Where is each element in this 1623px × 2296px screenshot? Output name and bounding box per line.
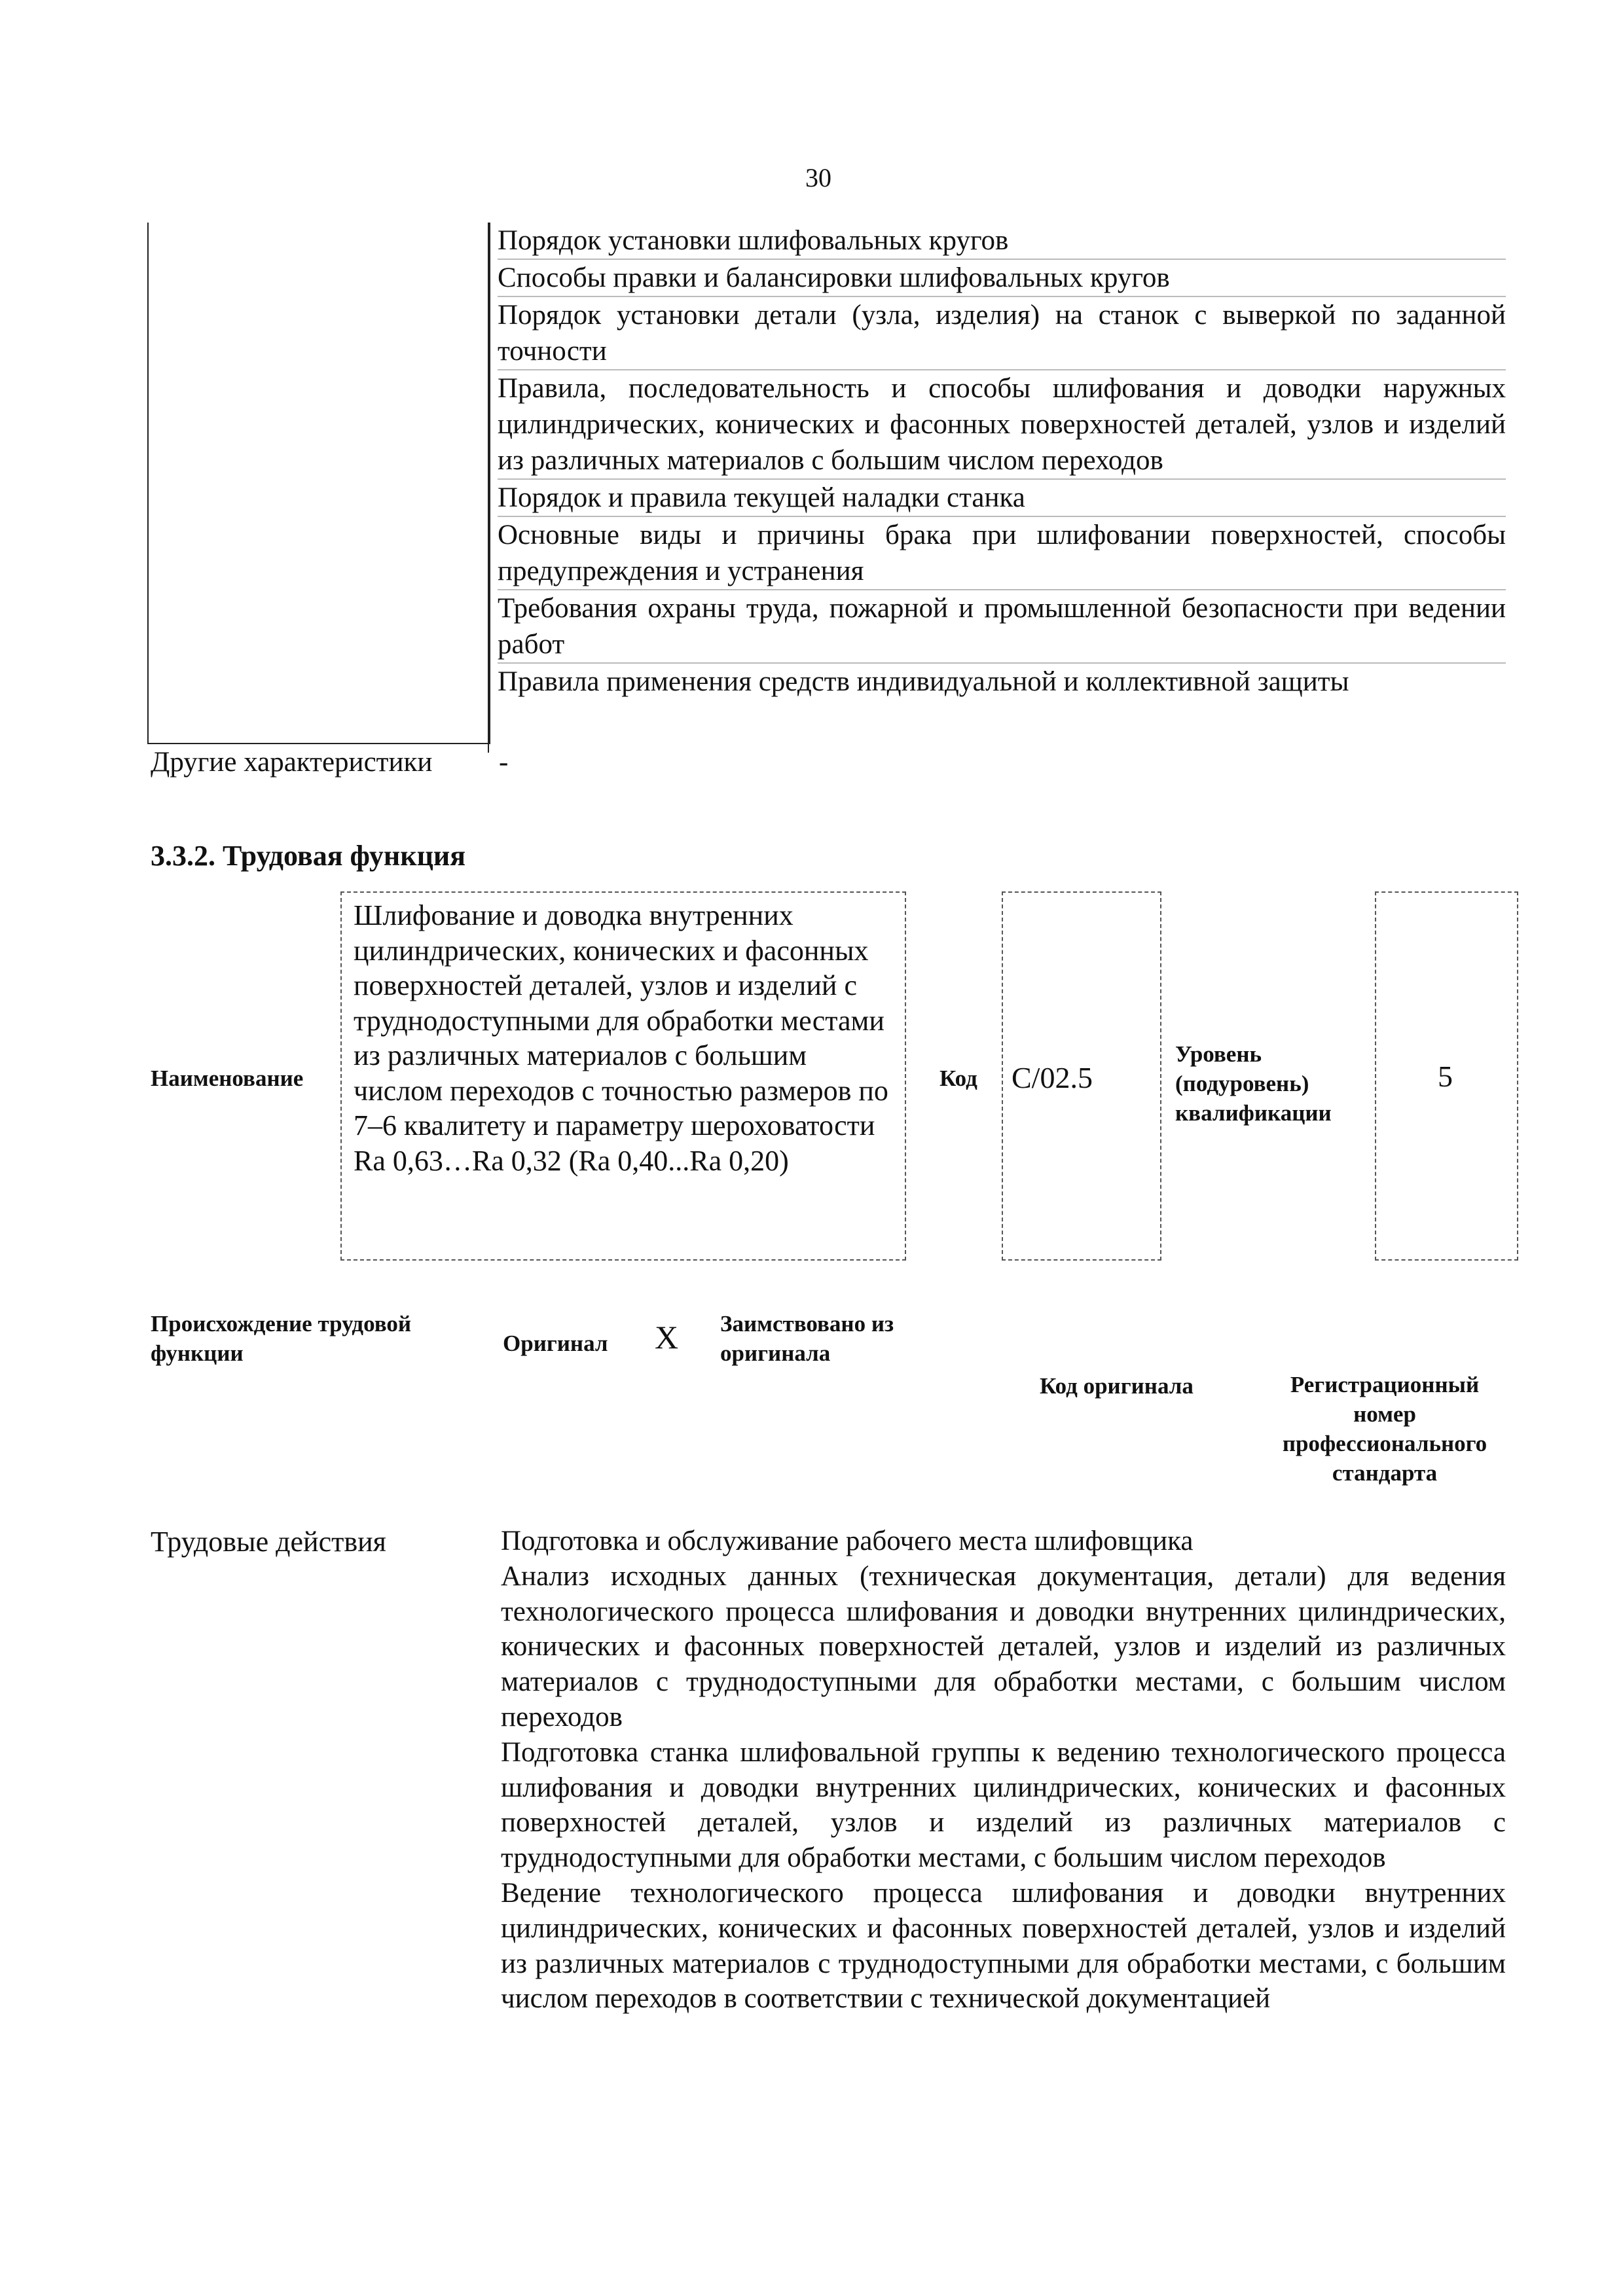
labor-action-item: Подготовка станка шлифовальной группы к ведению технологического процесса шлифования и доводки внутренних цилиндрических, конических и фасонных поверхностей деталей, узлов и изделий из различных материалов с труднодоступными для обработки местами, с большим числом переходов (501, 1736, 1506, 1874)
level-value: 5 (1438, 1060, 1453, 1093)
knowledge-item: Правила, последовательность и способы шлифования и доводки наружных цилиндрических, конических и фасонных поверхностей деталей, узлов и изделий из различных материалов с большим числом переходов (498, 370, 1506, 480)
knowledge-table-left-cell (147, 223, 490, 744)
code-value: C/02.5 (1012, 1061, 1093, 1094)
other-characteristics-label: Другие характеристики (151, 747, 433, 778)
knowledge-item: Требования охраны труда, пожарной и промышленной безопасности при ведении работ (498, 590, 1506, 664)
knowledge-list (498, 223, 1506, 700)
borrowed-label: Заимствовано из оригинала (720, 1311, 894, 1366)
original-mark: X (655, 1319, 679, 1355)
knowledge-item: Порядок и правила текущей наладки станка (498, 480, 1506, 517)
knowledge-item: Порядок установки детали (узла, изделия) на станок с выверкой по заданной точности (498, 297, 1506, 370)
labor-action-item: Подготовка и обслуживание рабочего места шлифовщика (501, 1526, 1194, 1556)
section-title: 3.3.2. Трудовая функция (151, 840, 466, 872)
knowledge-item: Основные виды и причины брака при шлифовании поверхностей, способы предупреждения и устранения (498, 517, 1506, 590)
code-original-label: Код оригинала (1040, 1373, 1194, 1399)
original-label: Оригинал (503, 1331, 608, 1356)
labor-actions-label: Трудовые действия (151, 1526, 386, 1558)
page-number: 30 (805, 163, 831, 192)
origin-label: Происхождение трудовой функции (151, 1311, 412, 1366)
labor-actions-list (501, 1524, 1506, 2017)
code-label: Код (939, 1066, 977, 1091)
labor-action-item: Анализ исходных данных (техническая документация, детали) для ведения технологического процесса шлифования и доводки внутренних цилиндрических, конических и фасонных поверхностей деталей, узлов и изделий из различных материалов с труднодоступными для обработки местами, с большим числом переходов (501, 1560, 1506, 1732)
level-label: Уровень (подуровень) квалификации (1175, 1041, 1332, 1126)
knowledge-item: Порядок установки шлифовальных кругов (498, 223, 1506, 260)
function-name: Шлифование и доводка внутренних цилиндрических, конических и фасонных поверхностей деталей, узлов и изделий с труднодоступными для обработки местами из различных материалов с большим числом переходов с точностью размеров по 7–6 квалитету и параметру шероховатости Ra 0,63…Ra 0,32 (Ra 0,40...Ra 0,20) (354, 899, 888, 1177)
labor-action-item: Ведение технологического процесса шлифования и доводки внутренних цилиндрических, конических и фасонных поверхностей деталей, узлов и изделий из различных материалов с труднодоступными для обработки местами, с большим числом переходов в соответствии с технической документацией (501, 1877, 1506, 2015)
knowledge-item: Способы правки и балансировки шлифовальных кругов (498, 260, 1506, 297)
other-characteristics-value: - (499, 747, 509, 778)
knowledge-item: Правила применения средств индивидуальной и коллективной защиты (498, 666, 1349, 697)
name-label: Наименование (151, 1066, 304, 1091)
knowledge-table-divider (488, 223, 489, 753)
reg-number-label: Регистрационный номер профессионального стандарта (1282, 1372, 1487, 1486)
